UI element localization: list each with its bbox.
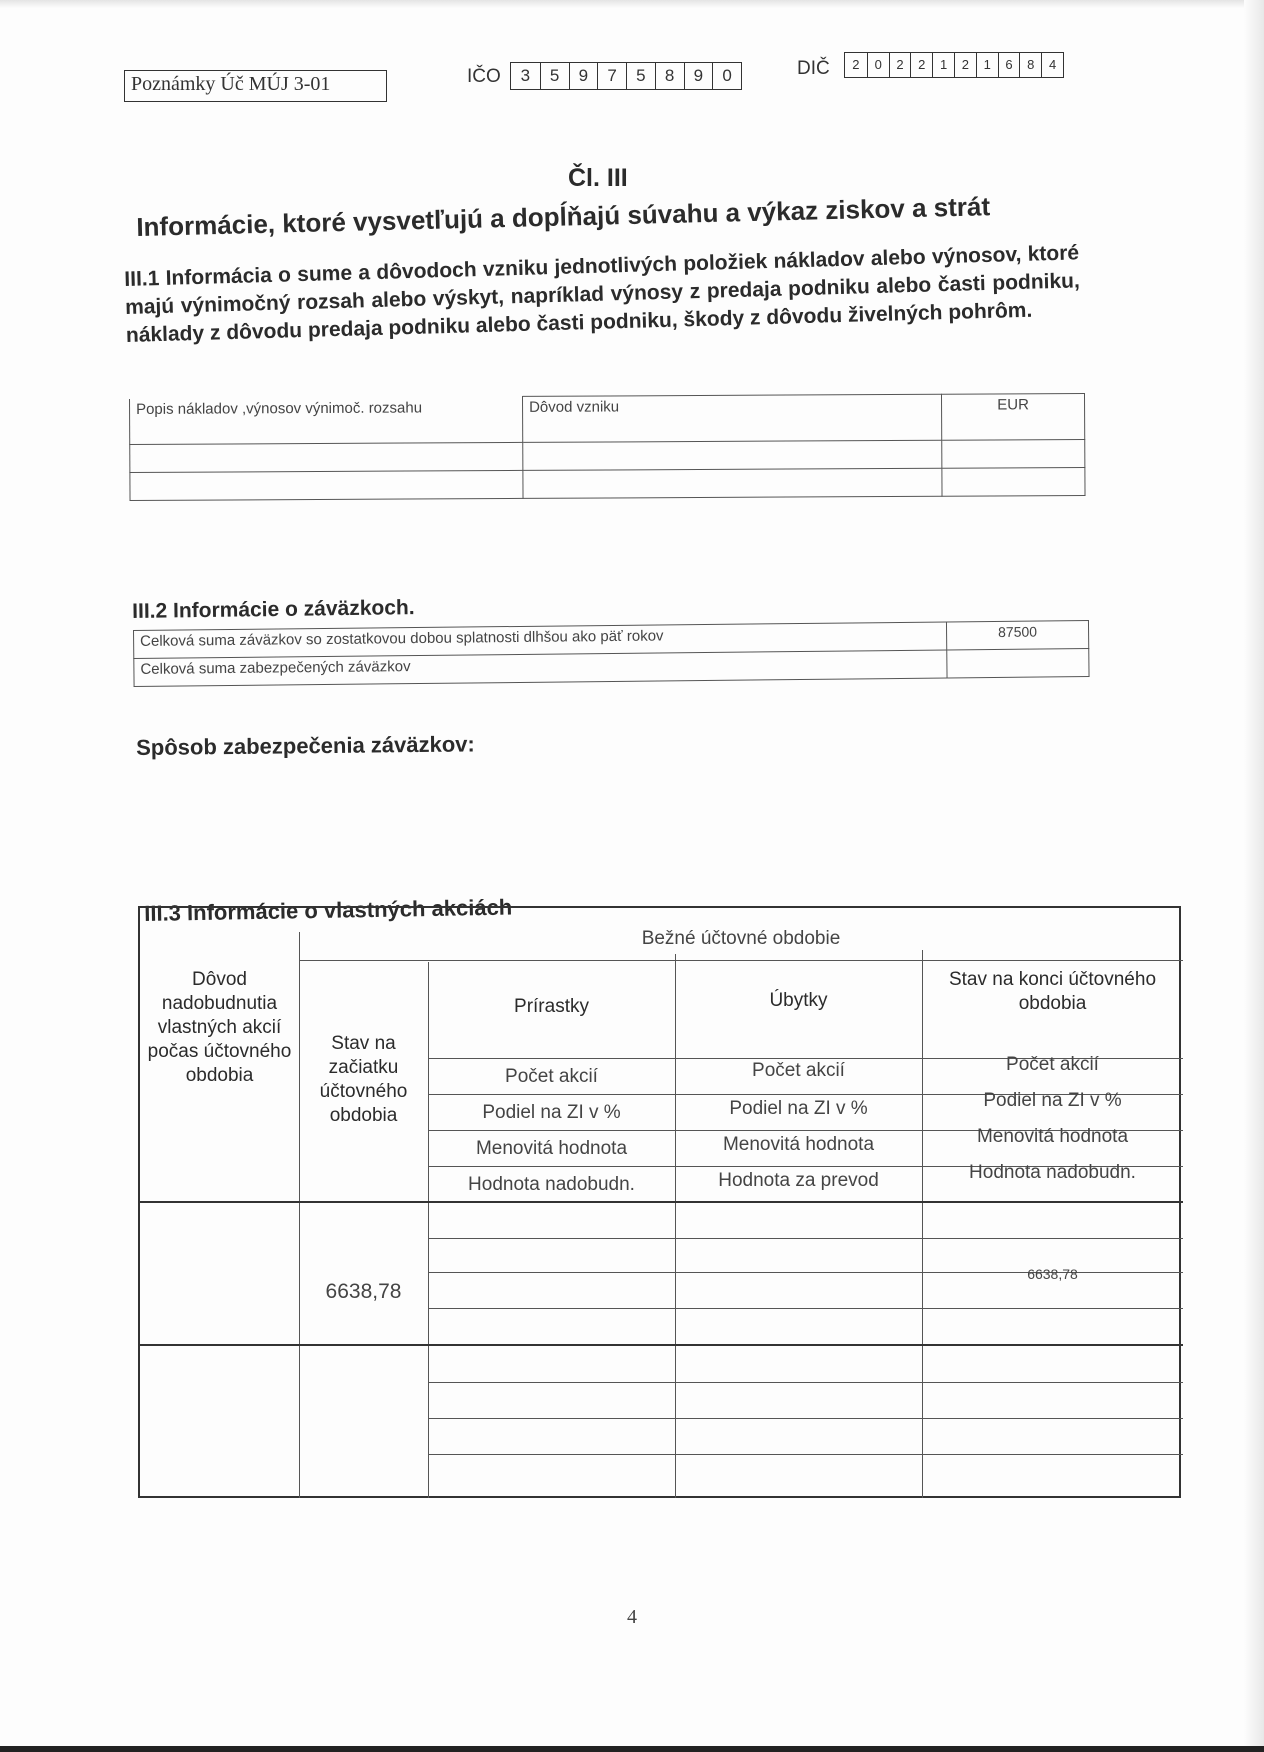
iii3-additions-row: Počet akcií <box>505 1066 598 1087</box>
iii3-additions-header: Prírastky <box>514 996 589 1017</box>
iii3-vline <box>675 954 676 1498</box>
iii3-disposals-row: Počet akcií <box>752 1060 845 1081</box>
iii1-header-eur <box>941 393 1084 440</box>
iii2-row-value-long-term <box>946 620 1088 649</box>
ico-digit: 5 <box>626 63 655 89</box>
dic-digit: 2 <box>852 57 860 72</box>
dic-digit: 1 <box>932 53 954 77</box>
dic-digit: 2 <box>910 53 932 77</box>
iii3-hline <box>428 1454 1183 1455</box>
dic-digit: 6 <box>998 53 1020 77</box>
iii3-hline <box>428 1382 1183 1383</box>
iii3-disposals-header: Úbytky <box>769 990 828 1011</box>
ico-digit: 8 <box>655 63 684 89</box>
iii3-closing-header: Stav na konci účtovného obdobia <box>948 969 1157 1014</box>
iii2-row-value-secured <box>947 648 1089 677</box>
iii3-hline-header-end <box>140 1201 1183 1203</box>
dic-digit: 1 <box>976 53 998 77</box>
iii1-cell <box>130 470 523 500</box>
iii2-row-label-long-term-text: Celková suma záväzkov so zostatkovou dobou splatnosti dlhšou ako päť rokov <box>140 627 664 650</box>
ico-digit: 9 <box>684 63 713 89</box>
iii3-additions-row: Menovitá hodnota <box>475 1138 628 1159</box>
iii2-row-value-long-term-text: 87500 <box>998 623 1038 640</box>
iii3-closing-value: 6638,78 <box>1027 1266 1078 1282</box>
iii3-hline-block-end <box>140 1344 1183 1346</box>
scan-edge-right <box>1244 0 1264 1752</box>
iii3-hline <box>299 960 1183 961</box>
iii1-cell <box>523 440 942 470</box>
iii1-header-popis-text: Popis nákladov ,výnosov výnimoč. rozsahu <box>136 398 423 418</box>
iii1-cell <box>130 442 523 472</box>
iii2-table <box>133 620 1090 687</box>
iii3-hline <box>428 1418 1183 1419</box>
iii1-header-dovod <box>522 394 941 442</box>
section-iii1-text: III.1 Informácia o sume a dôvodoch vzniku jednotlivých položiek nákladov alebo výnosov, ktoré majú výnimočný rozsah alebo výskyt, napríklad výnosy z predaja podniku alebo časti podniku, náklady z dôvodu predaja podniku alebo časti podniku, škody z dôvodu živelných pohrôm. <box>124 241 1081 347</box>
iii3-closing-row: Hodnota nadobudn. <box>969 1162 1136 1183</box>
ico-label: IČO <box>467 66 501 87</box>
iii3-hline <box>428 1238 1183 1239</box>
iii1-header-dovod-text: Dôvod vzniku <box>529 398 620 416</box>
iii1-table <box>129 393 1086 501</box>
iii3-disposals-row: Podiel na ZI v % <box>729 1098 868 1119</box>
section-iii3-heading: III.3 Informácie o vlastných akciách <box>144 894 513 926</box>
ico-digit: 3 <box>520 66 531 85</box>
ico-digit: 9 <box>569 63 598 89</box>
iii3-closing-row: Menovitá hodnota <box>976 1126 1129 1147</box>
form-code-box: Poznámky Úč MÚJ 3-01 <box>124 70 387 102</box>
iii3-closing-row: Počet akcií <box>1006 1054 1099 1075</box>
iii3-disposals-row: Menovitá hodnota <box>722 1134 875 1155</box>
iii3-vline <box>922 950 923 1498</box>
iii3-reason-header: Dôvod nadobudnutia vlastných akcií počas účtovného obdobia <box>147 969 292 1086</box>
iii1-cell <box>942 467 1085 496</box>
dic-digit-boxes <box>844 52 1064 78</box>
dic-digit: 2 <box>954 53 976 77</box>
article-heading: Čl. III <box>568 164 628 192</box>
ico-digit-boxes <box>510 62 742 90</box>
iii3-hline <box>428 1308 1183 1309</box>
iii3-disposals-row: Hodnota za prevod <box>718 1170 879 1191</box>
iii3-vline <box>299 932 300 1498</box>
iii3-period-header: Bežné účtovné obdobie <box>641 928 841 949</box>
dic-digit: 0 <box>867 53 889 77</box>
iii3-additions-row: Podiel na ZI v % <box>482 1102 621 1123</box>
page-title: Informácie, ktoré vysvetľujú a dopĺňajú súvahu a výkaz ziskov a strát <box>136 191 991 242</box>
security-method-heading: Spôsob zabezpečenia záväzkov: <box>136 731 475 760</box>
iii3-table <box>138 906 1181 1498</box>
iii3-closing-row: Podiel na ZI v % <box>983 1090 1122 1111</box>
scan-edge-bottom <box>0 1746 1264 1752</box>
dic-digit: 4 <box>1041 53 1063 77</box>
dic-digit: 8 <box>1019 53 1041 77</box>
iii2-row-label-secured-text: Celková suma zabezpečených záväzkov <box>140 658 411 678</box>
iii1-cell <box>523 468 942 498</box>
iii1-cell <box>942 439 1085 468</box>
iii3-additions-row: Hodnota nadobudn. <box>468 1174 635 1195</box>
iii3-opening-header: Stav na začiatku účtovného obdobia <box>319 1033 408 1126</box>
dic-digit: 2 <box>889 53 911 77</box>
ico-digit: 0 <box>712 63 741 89</box>
ico-digit: 7 <box>597 63 626 89</box>
section-iii2-heading: III.2 Informácie o záväzkoch. <box>132 596 415 623</box>
ico-digit: 5 <box>540 63 569 89</box>
scan-edge-top <box>0 0 1264 8</box>
dic-label: DIČ <box>797 58 830 79</box>
iii3-opening-value: 6638,78 <box>325 1280 402 1303</box>
iii1-header-popis <box>130 396 523 444</box>
page-number: 4 <box>627 1606 637 1628</box>
iii1-header-eur-text: EUR <box>997 396 1029 414</box>
